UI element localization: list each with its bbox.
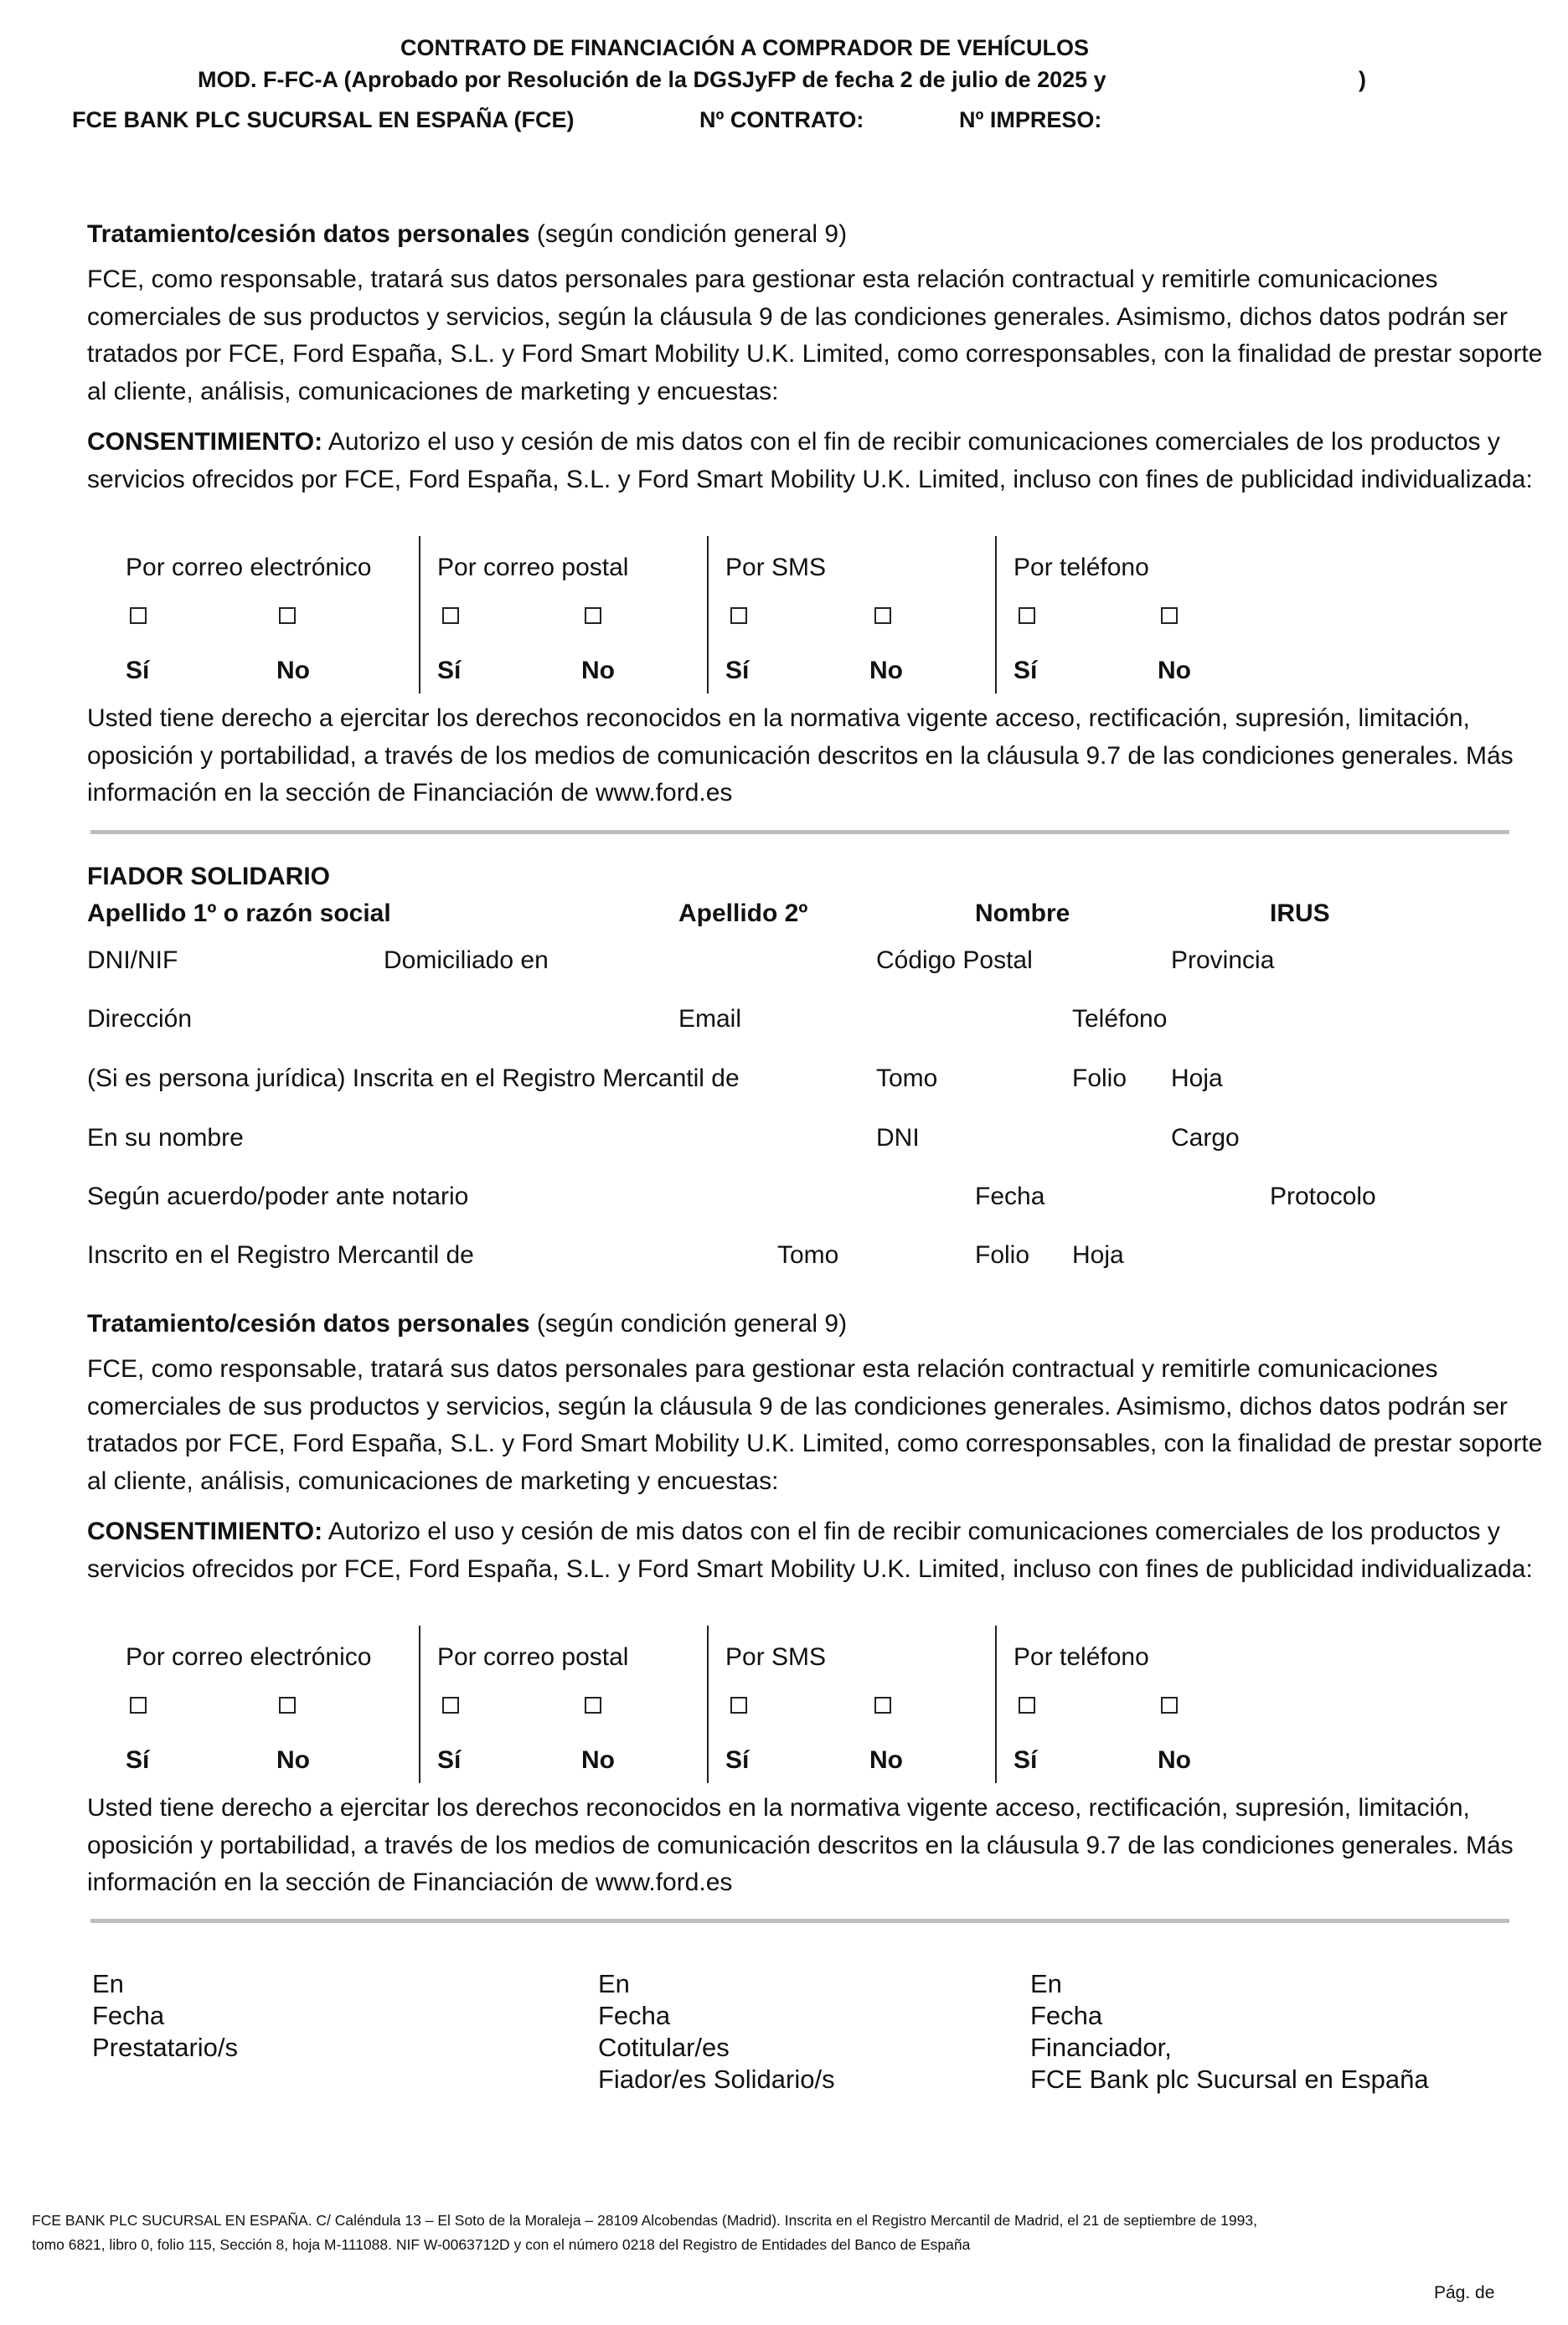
privacy-heading-rest: (según condición general 9) (529, 1310, 848, 1338)
signature-date: Fecha (1030, 2001, 1103, 2030)
column-divider (419, 536, 420, 693)
email-no-checkbox[interactable] (279, 607, 296, 624)
postal-yes-checkbox[interactable] (442, 1697, 459, 1714)
position-label: Cargo (1171, 1124, 1240, 1152)
consent-label: CONSENTIMIENTO: (87, 428, 323, 456)
on-behalf-label: En su nombre (87, 1124, 244, 1152)
channel-sms-label: Por SMS (725, 1643, 827, 1671)
rights-paragraph-1: Usted tiene derecho a ejercitar los derechos reconocidos en la normativa vigente acceso, rectificación, supresión, limitación, oposición y portabilidad, a través de los medios de comunicación descritos en la cláusula 9.7 de las condiciones generales. Más información en la sección de Financiación de www.ford.es (87, 704, 1514, 807)
date-label: Fecha (975, 1183, 1045, 1210)
registry2-label: Inscrito en el Registro Mercantil de (87, 1241, 474, 1269)
signature-place: En (1030, 1969, 1062, 1998)
signature-role: Cotitular/es (598, 2033, 730, 2062)
channel-sms-label: Por SMS (725, 554, 827, 581)
consent-text: Autorizo el uso y cesión de mis datos con el fin de recibir comunicaciones comerciales de los productos y servicios ofrecidos por FCE, Ford España, S.L. y Ford Smart Mobility U.K. Limited, incluso con fines de publicidad individualizada: (87, 1518, 1533, 1583)
signature-place: En (598, 1969, 630, 1998)
province-label: Provincia (1171, 946, 1275, 974)
sms-yes-checkbox[interactable] (730, 607, 747, 624)
hoja2-label: Hoja (1072, 1241, 1124, 1269)
name-label: Nombre (975, 900, 1070, 927)
phone-no-checkbox[interactable] (1161, 607, 1178, 624)
signature-date: Fecha (598, 2001, 671, 2030)
signature-block-financier (1030, 1968, 1429, 2096)
signature-block-borrower (92, 1968, 238, 2064)
address-label: Dirección (87, 1005, 193, 1033)
sms-no-label: No (869, 657, 903, 684)
signature-block-cotitular (598, 1968, 835, 2096)
column-divider (995, 536, 997, 693)
privacy-paragraph-2: FCE, como responsable, tratará sus datos personales para gestionar esta relación contractual y remitirle comunicaciones comerciales de sus productos y servicios, según la cláusula 9 de las condiciones generales. Asimismo, dichos datos podrán ser tratados por FCE, Ford España, S.L. y Ford Smart Mobility U.K. Limited, como corresponsables, con la finalidad de prestar soporte al cliente, análisis, comunicaciones de marketing y encuestas: (87, 1355, 1543, 1495)
privacy-heading-2 (87, 1306, 1545, 1343)
consent-paragraph-1 (87, 424, 1545, 498)
folio-label: Folio (1072, 1065, 1127, 1092)
phone-no-label: No (1158, 657, 1191, 684)
postal-yes-label: Sí (437, 1746, 462, 1774)
postal-no-checkbox[interactable] (585, 607, 601, 624)
registry-label: (Si es persona jurídica) Inscrita en el Registro Mercantil de (87, 1065, 740, 1092)
document-title: CONTRATO DE FINANCIACIÓN A COMPRADOR DE VEHÍCULOS (400, 35, 1090, 60)
model-approval-close: ) (1359, 67, 1366, 92)
hoja-label: Hoja (1171, 1065, 1223, 1092)
tomo2-label: Tomo (777, 1241, 839, 1269)
section-divider (90, 830, 1509, 834)
phone-yes-checkbox[interactable] (1019, 1697, 1035, 1714)
channel-email-label: Por correo electrónico (126, 1643, 372, 1671)
column-divider (419, 1626, 420, 1783)
column-divider (707, 536, 709, 693)
signature-role-2: Fiador/es Solidario/s (598, 2065, 835, 2094)
footer-legal-line-1: FCE BANK PLC SUCURSAL EN ESPAÑA. C/ Caléndula 13 – El Soto de la Moraleja – 28109 Alcobendas (Madrid). Inscrita en el Registro Mercantil de Madrid, el 21 de septiembre de 1993, (32, 2212, 1257, 2229)
postal-no-label: No (581, 1746, 615, 1774)
folio2-label: Folio (975, 1241, 1030, 1269)
surname2-label: Apellido 2º (678, 900, 808, 927)
dni-label: DNI (876, 1124, 920, 1152)
signature-entity: FCE Bank plc Sucursal en España (1030, 2065, 1429, 2094)
sms-no-checkbox[interactable] (874, 1697, 891, 1714)
email-no-checkbox[interactable] (279, 1697, 296, 1714)
domiciled-label: Domiciliado en (384, 946, 549, 974)
privacy-paragraph-1: FCE, como responsable, tratará sus datos personales para gestionar esta relación contractual y remitirle comunicaciones comerciales de sus productos y servicios, según la cláusula 9 de las condiciones generales. Asimismo, dichos datos podrán ser tratados por FCE, Ford España, S.L. y Ford Smart Mobility U.K. Limited, como corresponsables, con la finalidad de prestar soporte al cliente, análisis, comunicaciones de marketing y encuestas: (87, 265, 1543, 405)
contract-number-label: Nº CONTRATO: (699, 107, 864, 132)
tomo-label: Tomo (876, 1065, 938, 1092)
channel-email-label: Por correo electrónico (126, 554, 372, 581)
signature-role: Prestatario/s (92, 2033, 239, 2062)
phone-no-checkbox[interactable] (1161, 1697, 1178, 1714)
signature-role: Financiador, (1030, 2033, 1172, 2062)
signature-place: En (92, 1969, 124, 1998)
channel-phone-label: Por teléfono (1014, 554, 1149, 581)
surname1-label: Apellido 1º o razón social (87, 900, 391, 927)
privacy-heading-rest: (según condición general 9) (529, 220, 848, 248)
model-approval: MOD. F-FC-A (Aprobado por Resolución de la DGSJyFP de fecha 2 de julio de 2025 y (198, 67, 1106, 92)
irus-label: IRUS (1270, 900, 1330, 927)
phone-no-label: No (1158, 1746, 1191, 1774)
footer-legal-line-2: tomo 6821, libro 0, folio 115, Sección 8, hoja M-111088. NIF W-0063712D y con el número 0218 del Registro de Entidades del Banco de España (32, 2236, 971, 2253)
sms-no-checkbox[interactable] (874, 607, 891, 624)
postal-no-label: No (581, 657, 615, 684)
email-label: Email (678, 1005, 742, 1033)
email-yes-checkbox[interactable] (130, 607, 147, 624)
channel-postal-label: Por correo postal (437, 1643, 629, 1671)
signature-date: Fecha (92, 2001, 165, 2030)
company-name: FCE BANK PLC SUCURSAL EN ESPAÑA (FCE) (72, 107, 575, 132)
channel-postal-label: Por correo postal (437, 554, 629, 581)
privacy-heading-bold: Tratamiento/cesión datos personales (87, 220, 530, 248)
postal-code-label: Código Postal (876, 946, 1033, 974)
email-yes-label: Sí (126, 1746, 150, 1774)
privacy-heading-1 (87, 216, 1545, 254)
sms-yes-label: Sí (725, 1746, 750, 1774)
consent-label: CONSENTIMIENTO: (87, 1518, 323, 1545)
page-number: Pág. de (1434, 2283, 1495, 2302)
email-yes-label: Sí (126, 657, 150, 684)
rights-paragraph-2: Usted tiene derecho a ejercitar los derechos reconocidos en la normativa vigente acceso, rectificación, supresión, limitación, oposición y portabilidad, a través de los medios de comunicación descritos en la cláusula 9.7 de las condiciones generales. Más información en la sección de Financiación de www.ford.es (87, 1794, 1514, 1896)
column-divider (995, 1626, 997, 1783)
dni-nif-label: DNI/NIF (87, 946, 178, 974)
protocol-label: Protocolo (1270, 1183, 1376, 1210)
sms-yes-label: Sí (725, 657, 750, 684)
print-number-label: Nº IMPRESO: (959, 107, 1102, 132)
phone-yes-checkbox[interactable] (1019, 607, 1035, 624)
agreement-label: Según acuerdo/poder ante notario (87, 1183, 469, 1210)
postal-yes-checkbox[interactable] (442, 607, 459, 624)
consent-paragraph-2 (87, 1513, 1545, 1588)
sms-yes-checkbox[interactable] (730, 1697, 747, 1714)
section-divider (90, 1919, 1509, 1923)
consent-text: Autorizo el uso y cesión de mis datos con el fin de recibir comunicaciones comerciales de los productos y servicios ofrecidos por FCE, Ford España, S.L. y Ford Smart Mobility U.K. Limited, incluso con fines de publicidad individualizada: (87, 428, 1533, 493)
postal-yes-label: Sí (437, 657, 462, 684)
email-no-label: No (276, 657, 310, 684)
column-divider (707, 1626, 709, 1783)
privacy-heading-bold: Tratamiento/cesión datos personales (87, 1310, 530, 1338)
email-no-label: No (276, 1746, 310, 1774)
postal-no-checkbox[interactable] (585, 1697, 601, 1714)
guarantor-title: FIADOR SOLIDARIO (87, 863, 330, 890)
phone-label: Teléfono (1072, 1005, 1168, 1033)
email-yes-checkbox[interactable] (130, 1697, 147, 1714)
phone-yes-label: Sí (1014, 657, 1038, 684)
channel-phone-label: Por teléfono (1014, 1643, 1149, 1671)
phone-yes-label: Sí (1014, 1746, 1038, 1774)
sms-no-label: No (869, 1746, 903, 1774)
